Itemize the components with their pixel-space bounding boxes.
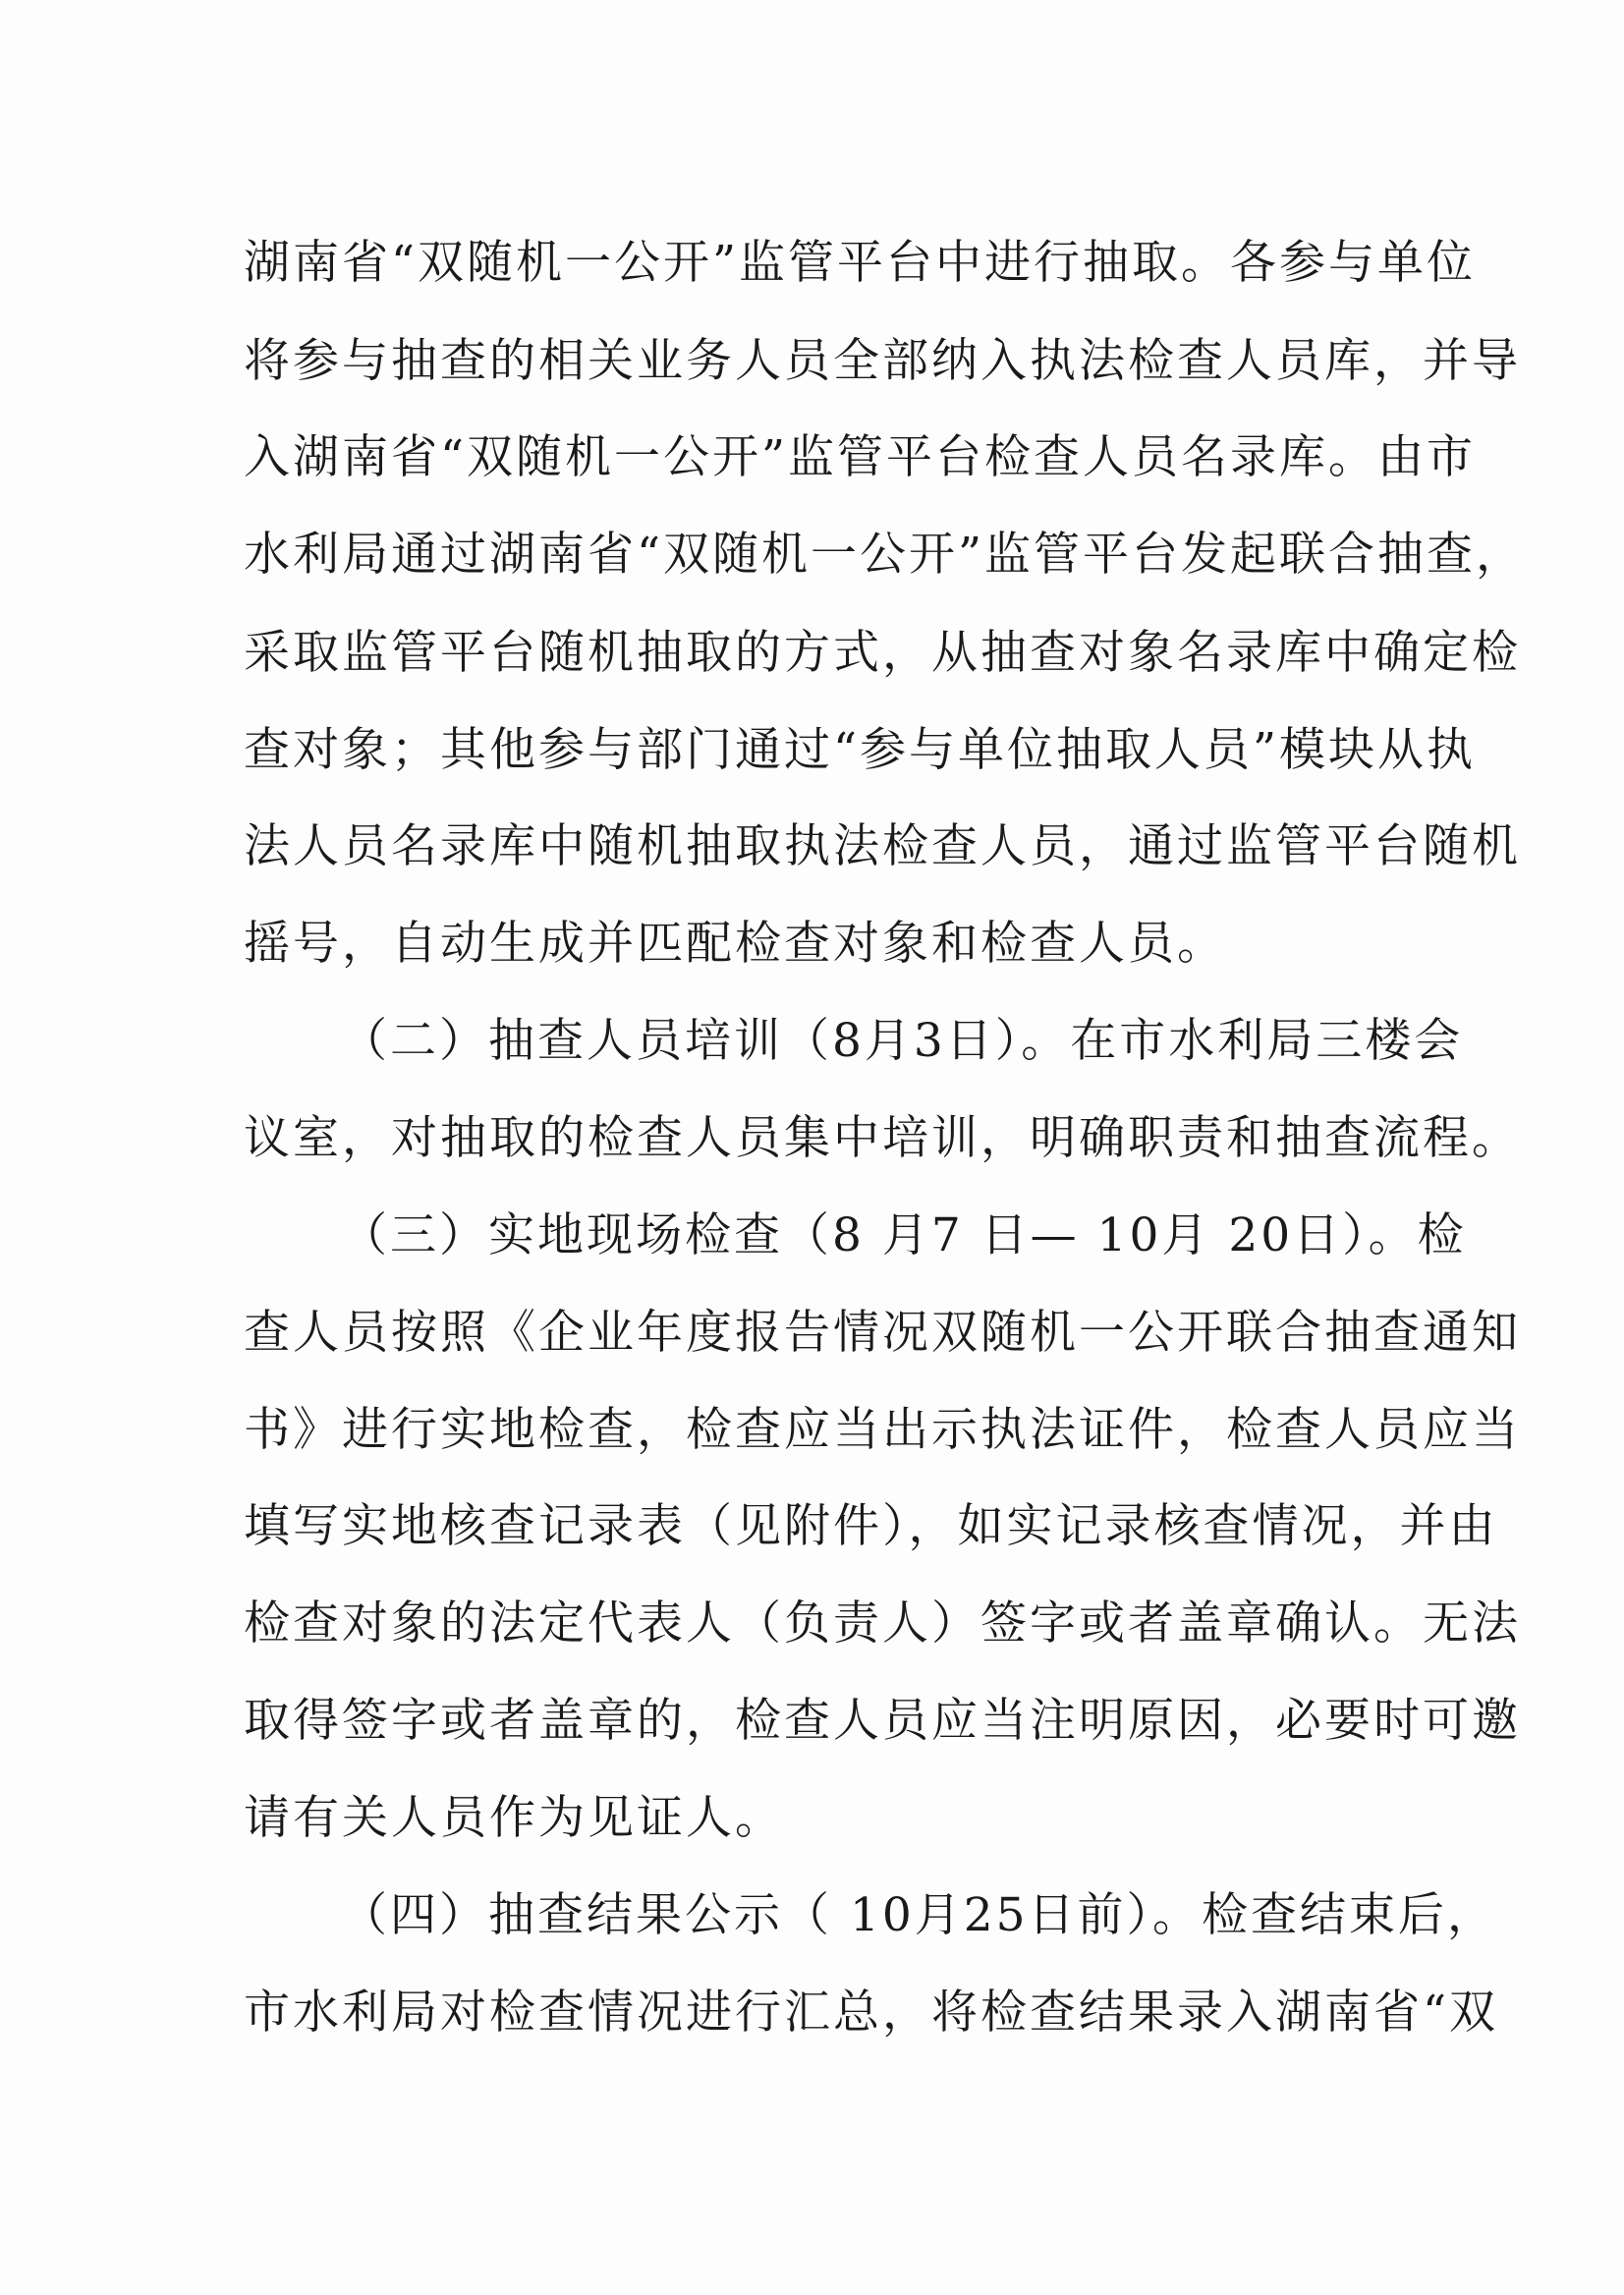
- text-line-14: 填写实地核查记录表（见附件），如实记录核查情况，并由: [244, 1499, 1498, 1553]
- text-line-13: 书》进行实地检查，检查应当出示执法证件，检查人员应当: [244, 1403, 1521, 1457]
- text-line-19: 市水利局对检查情况进行汇总，将检查结果录入湖南省“双: [244, 1986, 1499, 2040]
- text-line-1: 湖南省“双随机一公开”监管平台中进行抽取。各参与单位: [244, 236, 1477, 290]
- text-line-2: 将参与抽查的相关业务人员全部纳入执法检查人员库，并导: [244, 334, 1521, 388]
- text-line-6: 查对象；其他参与部门通过“参与单位抽取人员”模块从执: [244, 723, 1477, 777]
- text-line-16: 取得签字或者盖章的，检查人员应当注明原因，必要时可邀: [244, 1694, 1521, 1748]
- text-line-3: 入湖南省“双随机一公开”监管平台检查人员名录库。由市: [244, 430, 1477, 484]
- text-line-8: 摇号，自动生成并匹配检查对象和检查人员。: [244, 917, 1226, 971]
- text-line-18: （四）抽查结果公示（ 10月25日前）。检查结束后，: [341, 1888, 1497, 1942]
- text-line-5: 采取监管平台随机抽取的方式，从抽查对象名录库中确定检: [244, 626, 1521, 680]
- text-line-9: （二）抽查人员培训（8月3日）。在市水利局三楼会: [341, 1014, 1464, 1068]
- text-line-10: 议室，对抽取的检查人员集中培训，明确职责和抽查流程。: [244, 1111, 1521, 1165]
- text-line-7: 法人员名录库中随机抽取执法检查人员，通过监管平台随机: [244, 819, 1521, 873]
- text-line-12: 查人员按照《企业年度报告情况双随机一公开联合抽查通知: [244, 1306, 1521, 1360]
- text-line-15: 检查对象的法定代表人（负责人）签字或者盖章确认。无法: [244, 1596, 1521, 1651]
- text-line-4: 水利局通过湖南省“双随机一公开”监管平台发起联合抽查，: [244, 528, 1526, 582]
- text-line-11: （三）实地现场检查（8 月7 日— 10月 20日）。检: [341, 1208, 1467, 1262]
- text-line-17: 请有关人员作为见证人。: [244, 1791, 784, 1845]
